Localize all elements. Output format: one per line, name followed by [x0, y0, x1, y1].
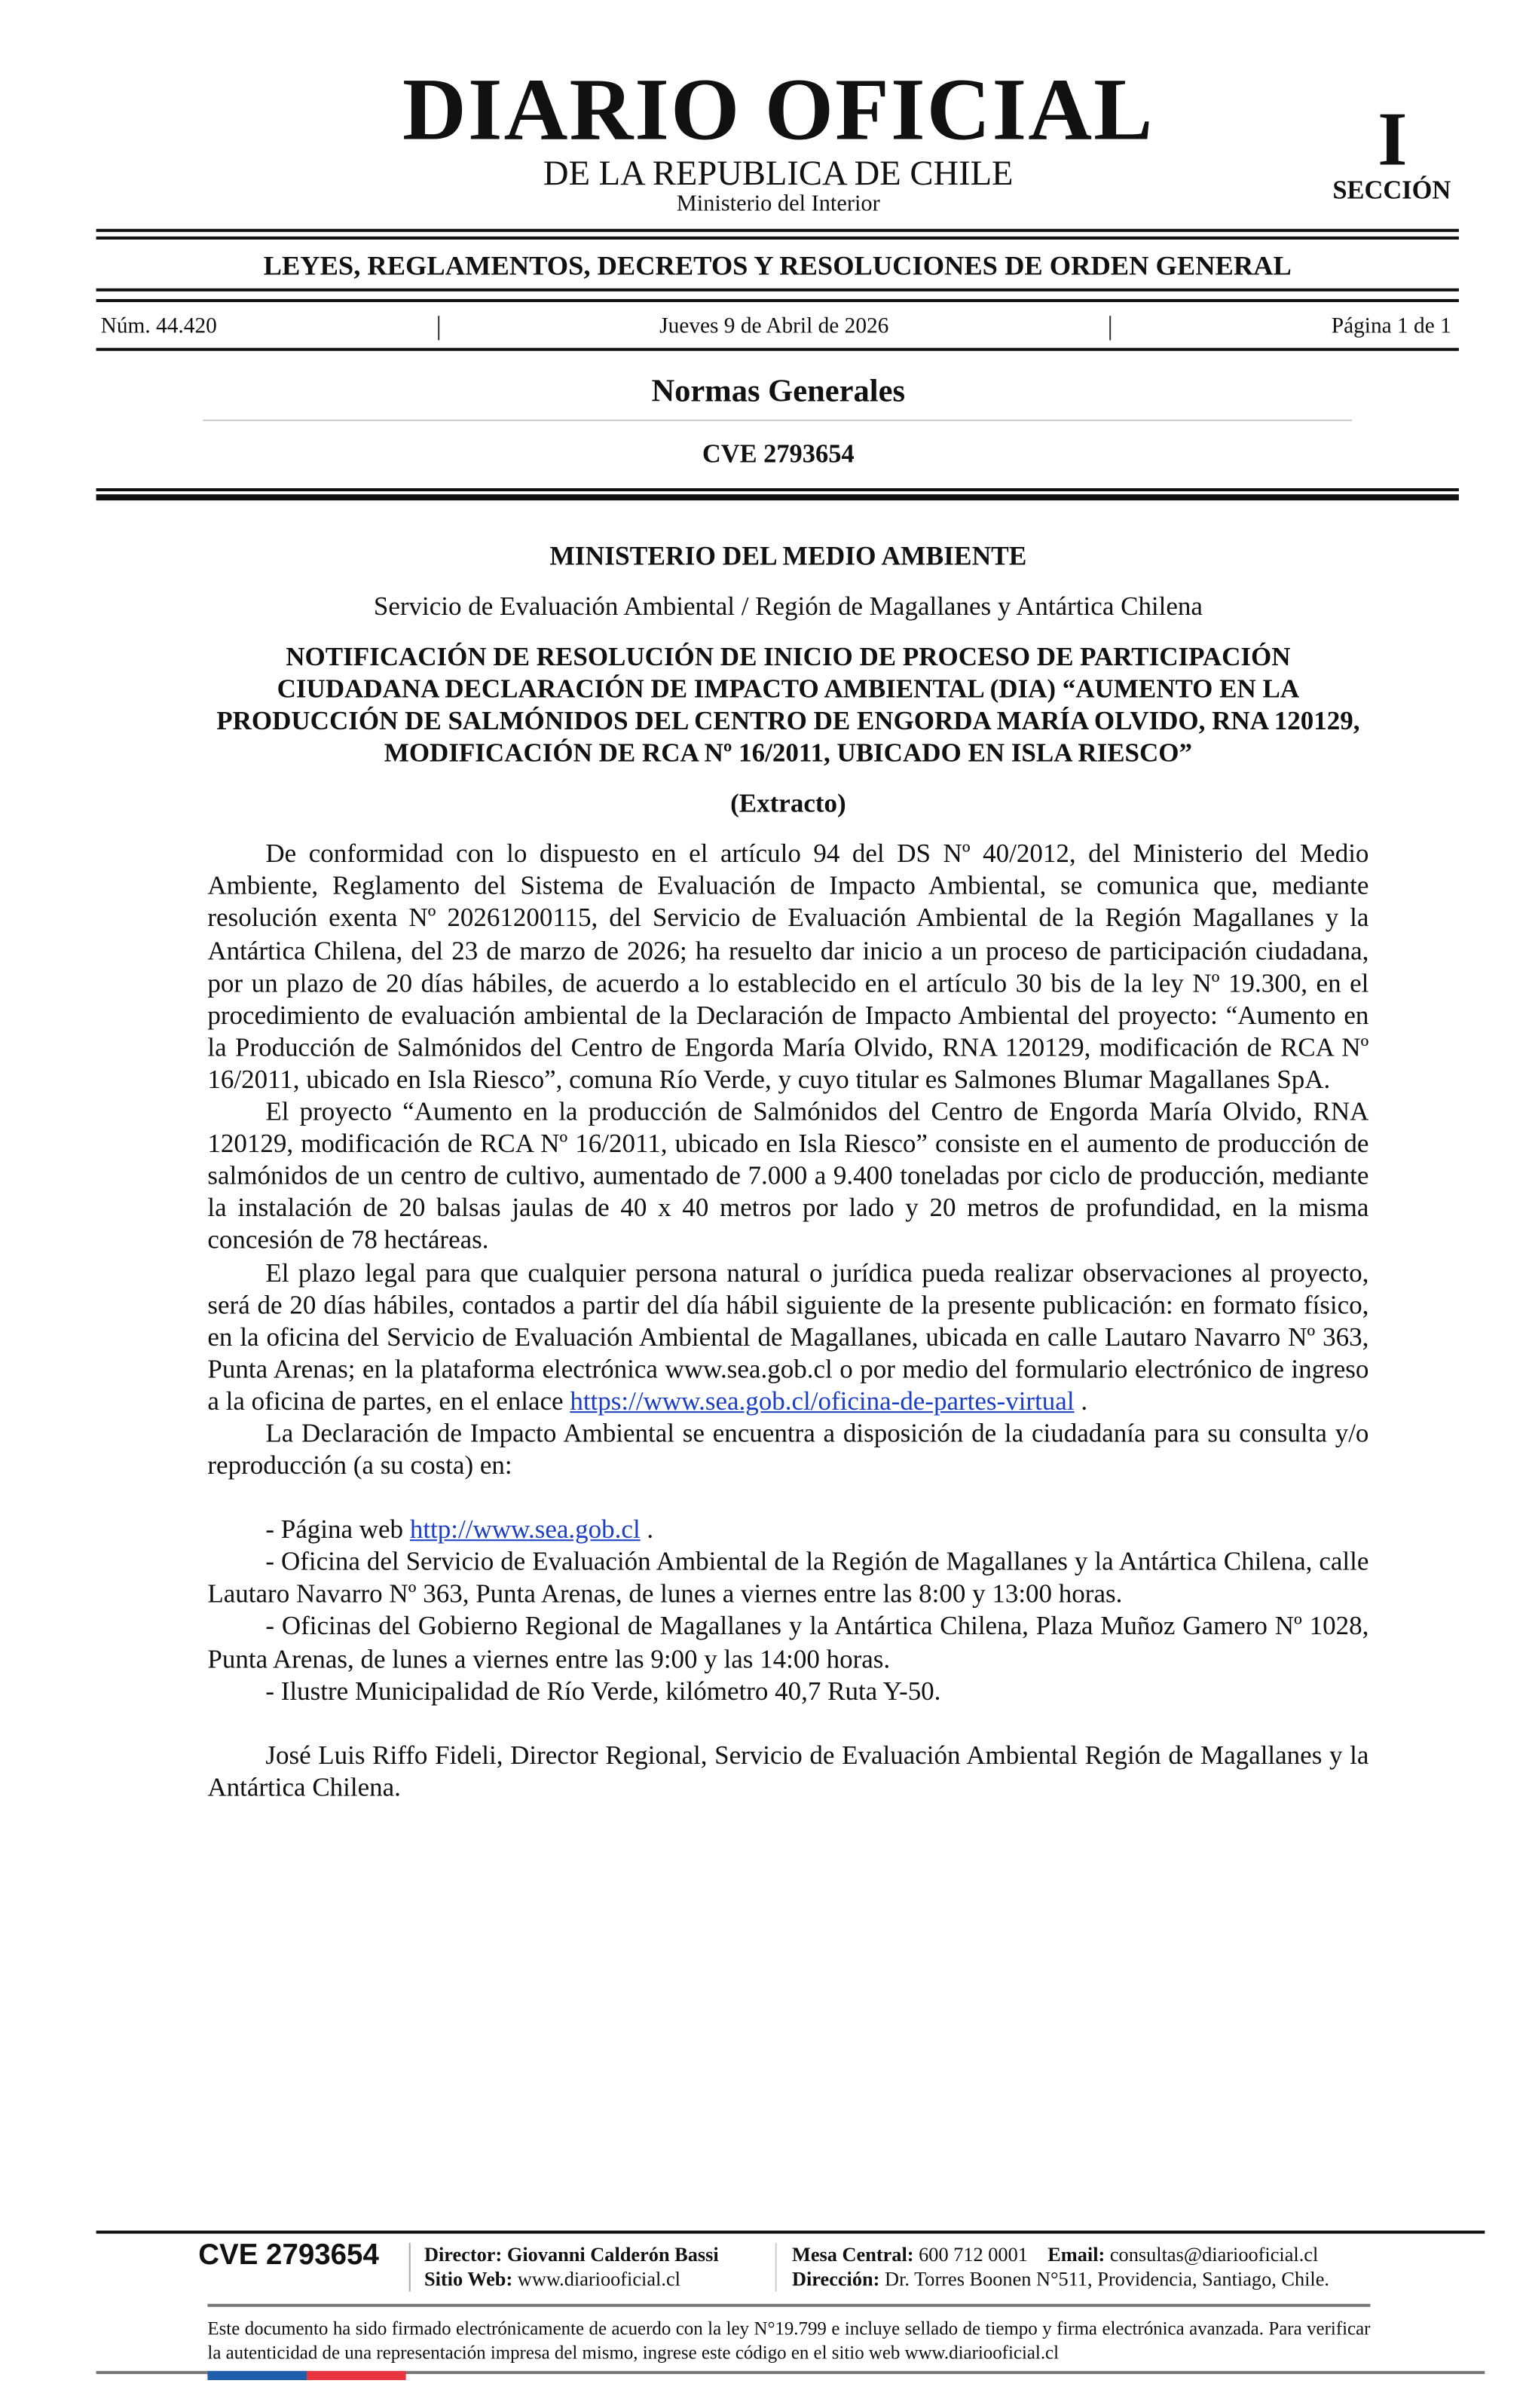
list-item: - Oficina del Servicio de Evaluación Ambiental de la Región de Magallanes y la Antártica Chilena, calle Lautaro Navarro Nº 363, Punta Arenas, de lunes a viernes entre las 8:00 y 13:00 horas. [207, 1547, 1369, 1609]
director-name: Giovanni Calderón Bassi [506, 2242, 719, 2266]
divider [203, 420, 1352, 421]
divider [96, 494, 1459, 500]
separator [1109, 316, 1111, 340]
masthead-ministry: Ministerio del Interior [676, 192, 880, 217]
issue-date: Jueves 9 de Abril de 2026 [659, 314, 889, 339]
list-item: - Oficinas del Gobierno Regional de Magallanes y la Antártica Chilena, Plaza Muñoz Gamero Nº 1028, Punta Arenas, de lunes a viernes entre las 9:00 y las 14:00 horas. [207, 1612, 1369, 1673]
separator [409, 2243, 411, 2292]
extract-label: (Extracto) [730, 789, 846, 818]
separator [775, 2243, 777, 2292]
paragraph: El plazo legal para que cualquier persona natural o jurídica pueda realizar observaciones al proyecto, será de 20 días hábiles, contados a partir del día hábil siguiente de la presente publicación: en formato físico, en la oficina del Servicio de Evaluación Ambiental de Magallanes, ubicada en calle Lautaro Navarro Nº 363, Punta Arenas; en la plataforma electrónica www.sea.gob.cl o por medio del formulario electrónico de ingreso a la oficina de partes, en el enlace https://www.sea.gob.cl/oficina-de-partes-virtual . [207, 1257, 1369, 1416]
flag-stripe-blue [207, 2371, 307, 2380]
divider [96, 348, 1459, 351]
masthead-subtitle: DE LA REPUBLICA DE CHILE [543, 154, 1014, 193]
cve-code: CVE 2793654 [702, 439, 855, 469]
address: Dr. Torres Boonen N°511, Providencia, Santiago, Chile. [885, 2267, 1330, 2290]
divider [96, 237, 1459, 240]
paragraph: De conformidad con lo dispuesto en el artículo 94 del DS Nº 40/2012, del Ministerio del Medio Ambiente, Reglamento del Sistema de Evaluación de Impacto Ambiental, se comunica que, mediante resolución exenta Nº 20261200115, del Servicio de Evaluación Ambiental de la Región Magallanes y la Antártica Chilena, del 23 de marzo de 2026; ha resuelto dar inicio a un proceso de participación ciudadana, por un plazo de 20 días hábiles, de acuerdo a lo establecido en el artículo 30 bis de la ley Nº 19.300, en el procedimiento de evaluación ambiental de la Declaración de Impacto Ambiental del proyecto: “Aumento en la Producción de Salmónidos del Centro de Engorda María Olvido, RNA 120129, modificación de RCA Nº 16/2011, ubicado en Isla Riesco”, comuna Río Verde, y cuyo titular es Salmones Blumar Magallanes SpA. [207, 839, 1369, 1094]
list-item: - Página web http://www.sea.gob.cl . [265, 1515, 654, 1545]
divider [207, 2304, 1370, 2307]
document-body [207, 540, 1369, 1804]
label: Email: [1047, 2242, 1106, 2266]
section-numeral: I [1378, 96, 1408, 182]
list-text: - Página web [265, 1515, 404, 1545]
divider [96, 289, 1459, 292]
document-title: NOTIFICACIÓN DE RESOLUCIÓN DE INICIO DE PROCESO DE PARTICIPACIÓN CIUDADANA DECLARACIÓN DE IMPACTO AMBIENTAL (DIA) “AUMENTO EN LA PRODUCCIÓN DE SALMÓNIDOS DEL CENTRO DE ENGORDA MARÍA OLVIDO, RNA 120129, MODIFICACIÓN DE RCA Nº 16/2011, UBICADO EN ISLA RIESCO” [216, 642, 1360, 768]
flag-stripe-red [307, 2371, 406, 2380]
paragraph: El proyecto “Aumento en la producción de Salmónidos del Centro de Engorda María Olvido, RNA 120129, modificación de RCA Nº 16/2011, ubicado en Isla Riesco” consiste en el aumento de producción de salmónidos de un centro de cultivo, aumentado de 7.000 a 9.400 toneladas por ciclo de producción, mediante la instalación de 20 balsas jaulas de 40 x 40 metros por lado y 20 metros de profundidad, en la misma concesión de 78 hectáreas. [207, 1097, 1369, 1255]
label: Sitio Web: [424, 2267, 513, 2290]
ministry-heading: MINISTERIO DEL MEDIO AMBIENTE [549, 539, 1027, 571]
service-line: Servicio de Evaluación Ambiental / Región de Magallanes y Antártica Chilena [373, 591, 1203, 622]
page-number: Página 1 de 1 [1331, 314, 1451, 339]
footer-cve: CVE 2793654 [198, 2239, 379, 2272]
issue-number: Núm. 44.420 [100, 314, 217, 339]
label: Director: [424, 2242, 503, 2266]
email: consultas@diariooficial.cl [1109, 2242, 1319, 2266]
website: www.diariooficial.cl [517, 2267, 680, 2290]
section-label: SECCIÓN [1332, 175, 1451, 205]
paragraph: La Declaración de Impacto Ambiental se encuentra a disposición de la ciudadanía para su consulta y/o reproducción (a su costa) en: [207, 1419, 1369, 1481]
signature-notice: Este documento ha sido firmado electrónicamente de acuerdo con la ley N°19.799 e incluye sellado de tiempo y firma electrónica avanzada. Para verificar la autenticidad de una representación impresa del mismo, ingrese este código en el sitio web www.diariooficial.cl [207, 2317, 1371, 2364]
sea-website-link[interactable]: http://www.sea.gob.cl [409, 1515, 641, 1545]
footer-contact [792, 2243, 1329, 2292]
divider [96, 299, 1459, 302]
list-item: - Ilustre Municipalidad de Río Verde, kilómetro 40,7 Ruta Y-50. [265, 1676, 941, 1706]
label: Mesa Central: [791, 2242, 914, 2266]
divider [96, 488, 1459, 491]
signature: José Luis Riffo Fideli, Director Regional, Servicio de Evaluación Ambiental Región de Magallanes y la Antártica Chilena. [207, 1740, 1369, 1802]
masthead-title: DIARIO OFICIAL [402, 59, 1154, 159]
footer-director [424, 2243, 719, 2292]
oficina-partes-link[interactable]: https://www.sea.gob.cl/oficina-de-partes-virtual [570, 1386, 1075, 1416]
label: Dirección: [791, 2267, 880, 2290]
phone: 600 712 0001 [919, 2242, 1028, 2266]
separator [437, 316, 439, 340]
issue-meta [101, 314, 1451, 340]
paragraph-text: El plazo legal para que cualquier persona natural o jurídica pueda realizar observaciones al proyecto, será de 20 días hábiles, contados a partir del día hábil siguiente de la presente publicación: en formato físico, en la oficina del Servicio de Evaluación Ambiental de Magallanes, ubicada en calle Lautaro Navarro Nº 363, Punta Arenas; en la plataforma electrónica www.sea.gob.cl o por medio del formulario electrónico de ingreso a la oficina de partes, en el enlace [207, 1257, 1369, 1416]
section-banner: LEYES, REGLAMENTOS, DECRETOS Y RESOLUCIONES DE ORDEN GENERAL [263, 250, 1292, 281]
category-heading: Normas Generales [651, 372, 906, 409]
divider [96, 229, 1459, 232]
divider [96, 2231, 1485, 2234]
